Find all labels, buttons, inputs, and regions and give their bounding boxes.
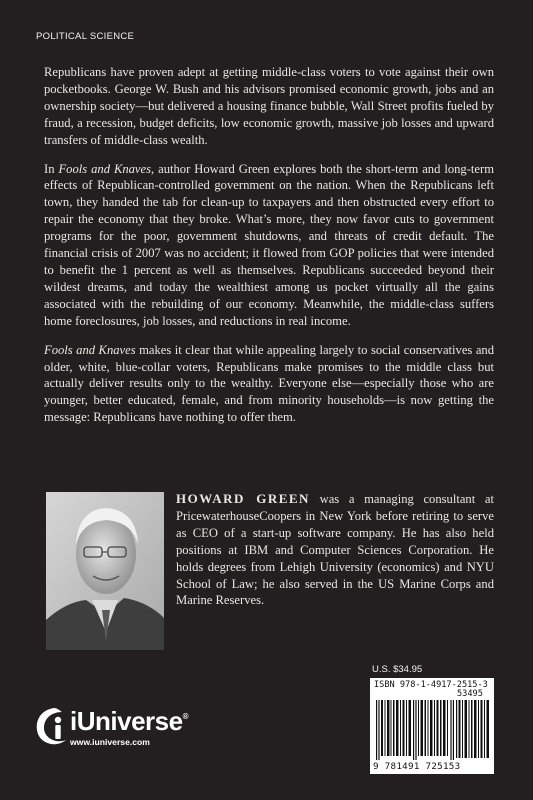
description-paragraph-1: Republicans have proven adept at getting middle-class voters to vote against their own pocketbooks. George W. Bush and his advisors promised economic growth, jobs and an ownership society—but delivered a housing finance bubble, Wall Street profits fueled by fraud, a recession, budget deficits, low economic growth, massive job losses and upward transfers of middle-class wealth. (44, 65, 494, 147)
barcode-digits: 9 781491 725153 (373, 761, 461, 772)
price-label: U.S. $34.95 (372, 664, 423, 675)
iuniverse-swoosh-icon (34, 704, 74, 748)
registered-mark: ® (182, 712, 188, 721)
book-description (44, 64, 494, 438)
category-label: POLITICAL SCIENCE (36, 31, 135, 42)
barcode (370, 678, 494, 774)
publisher-name (70, 706, 188, 737)
book-title-italic: Fools and Knaves (44, 342, 136, 357)
publisher-logo (34, 704, 214, 752)
paragraph-text: makes it clear that while appealing largely to social conservatives and older, white, blue-collar voters, Republicans make promises to the middle class but actually deliver results only to the wealthy. Everyone else—especially those who are younger, better educated, female, and from minority households—is now getting the message: Republicans have nothing to offer them. (44, 342, 495, 425)
author-photo (46, 492, 164, 650)
barcode-addon-digits: 53495 (457, 689, 483, 699)
paragraph-text: , author Howard Green explores both the short-term and long-term effects of Republican-controlled government on the nation. When the Republicans left town, they handed the tab for clean-up to taxpayers and then obstructed every effort to repair the economy that they broke. What’s more, they now favor cuts to government programs for the poor, government shutdowns, and threats of credit default. The financial crisis of 2007 was no accident; it flowed from GOP policies that were intended to benefit the 1 percent as well as themselves. Republicans succeeded beyond their wildest dreams, and today the wealthiest among us pocket virtually all the gains associated with the rebuilding of our economy. Meanwhile, the middle-class suffers home foreclosures, job losses, and reductions in real income. (44, 161, 495, 328)
author-bio (176, 491, 494, 609)
paragraph-prefix: In (44, 161, 59, 176)
author-name: HOWARD GREEN (176, 491, 310, 506)
book-title-italic: Fools and Knaves (58, 161, 152, 176)
barcode-main-bars (376, 700, 454, 760)
publisher-url: www.iuniverse.com (70, 737, 150, 747)
author-bio-text: was a managing consultant at PricewaterhouseCoopers in New York before retiring to serve as CEO of a start-up software company. He has also held positions at IBM and Computer Sciences Corporation. He holds degrees from Lehigh University (economics) and NYU School of Law; he also served in the US Marine Corps and Marine Reserves. (176, 492, 494, 608)
barcode-addon-bars (456, 700, 490, 758)
publisher-name-text: iUniverse (70, 706, 183, 736)
isbn-label: ISBN 978-1-4917-2515-3 (374, 680, 488, 690)
description-paragraph-3 (44, 342, 494, 427)
author-portrait-image (46, 492, 164, 650)
description-paragraph-2 (44, 161, 494, 330)
